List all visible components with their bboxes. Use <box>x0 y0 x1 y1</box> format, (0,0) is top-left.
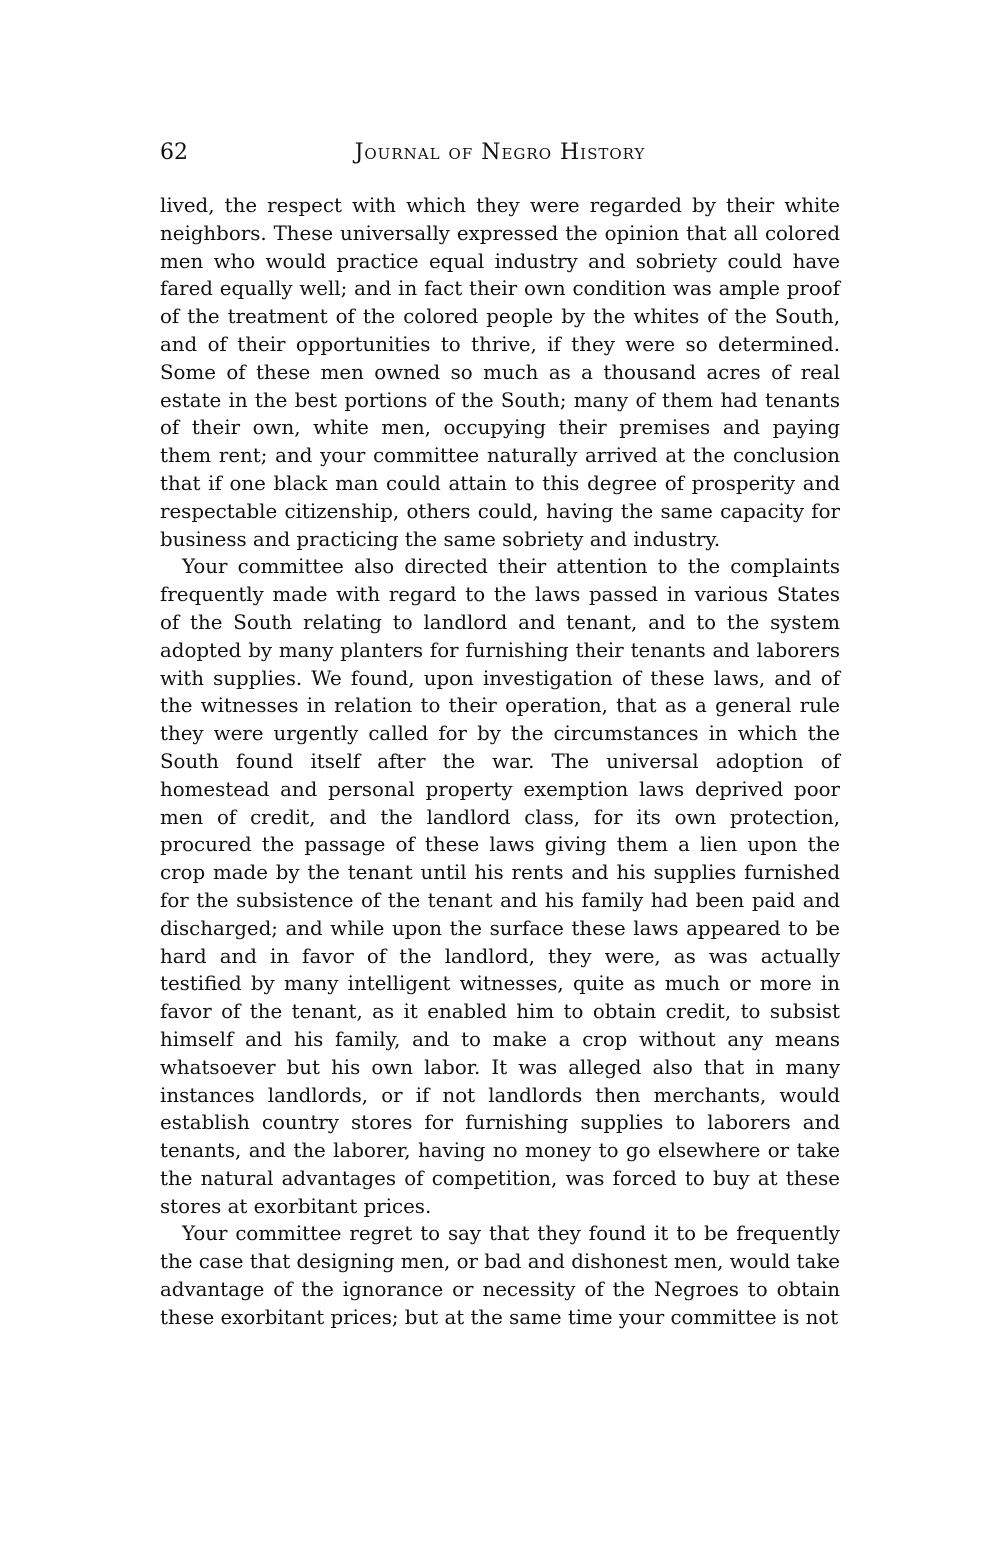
paragraph-exorbitant-prices: Your committee regret to say that they found it to be frequently the case that designing men, or bad and dishonest men, would take advantage of the ignorance or necessity of the Negroes to obtain these exorbitant prices; but at the same time your committee is not <box>160 1222 840 1329</box>
paragraph-landlord-tenant-laws: Your committee also directed their attention to the complaints frequently made with regard to the laws passed in various States of the South relating to landlord and tenant, and to the system adopted by many planters for furnishing their tenants and laborers with supplies. We found, upon investigation of these laws, and of the witnesses in relation to their operation, that as a general rule they were urgently called for by the circumstances in which the South found itself after the war. The universal adoption of homestead and personal property exemption laws deprived poor men of credit, and the landlord class, for its own protection, procured the passage of these laws giving them a lien upon the crop made by the tenant until his rents and his supplies furnished for the subsistence of the tenant and his family had been paid and discharged; and while upon the surface these laws appeared to be hard and in favor of the landlord, they were, as was actually testified by many intelligent witnesses, quite as much or more in favor of the tenant, as it enabled him to obtain credit, to subsist himself and his family, and to make a crop without any means whatsoever but his own labor. It was alleged also that in many instances landlords, or if not landlords then merchants, would establish country stores for furnishing supplies to laborers and tenants, and the laborer, having no money to go elsewhere or take the natural advantages of competition, was forced to buy at these stores at exorbitant prices. <box>160 555 840 1218</box>
paragraph-continued: lived, the respect with which they were regarded by their white neighbors. These universally expressed the opinion that all colored men who would practice equal industry and sobriety could have fared equally well; and in fact their own condition was ample proof of the treatment of the colored people by the whites of the South, and of their opportunities to thrive, if they were so determined. Some of these men owned so much as a thousand acres of real estate in the best portions of the South; many of them had tenants of their own, white men, occupying their premises and paying them rent; and your committee naturally arrived at the conclusion that if one black man could attain to this degree of prosperity and respectable citizenship, others could, having the same capacity for business and practicing the same sobriety and industry. <box>160 194 840 551</box>
journal-title: Journal of Negro History <box>354 140 646 165</box>
page-number: 62 <box>160 140 188 165</box>
running-head <box>160 138 840 172</box>
body-text <box>160 192 840 1332</box>
document-page <box>160 138 840 1332</box>
